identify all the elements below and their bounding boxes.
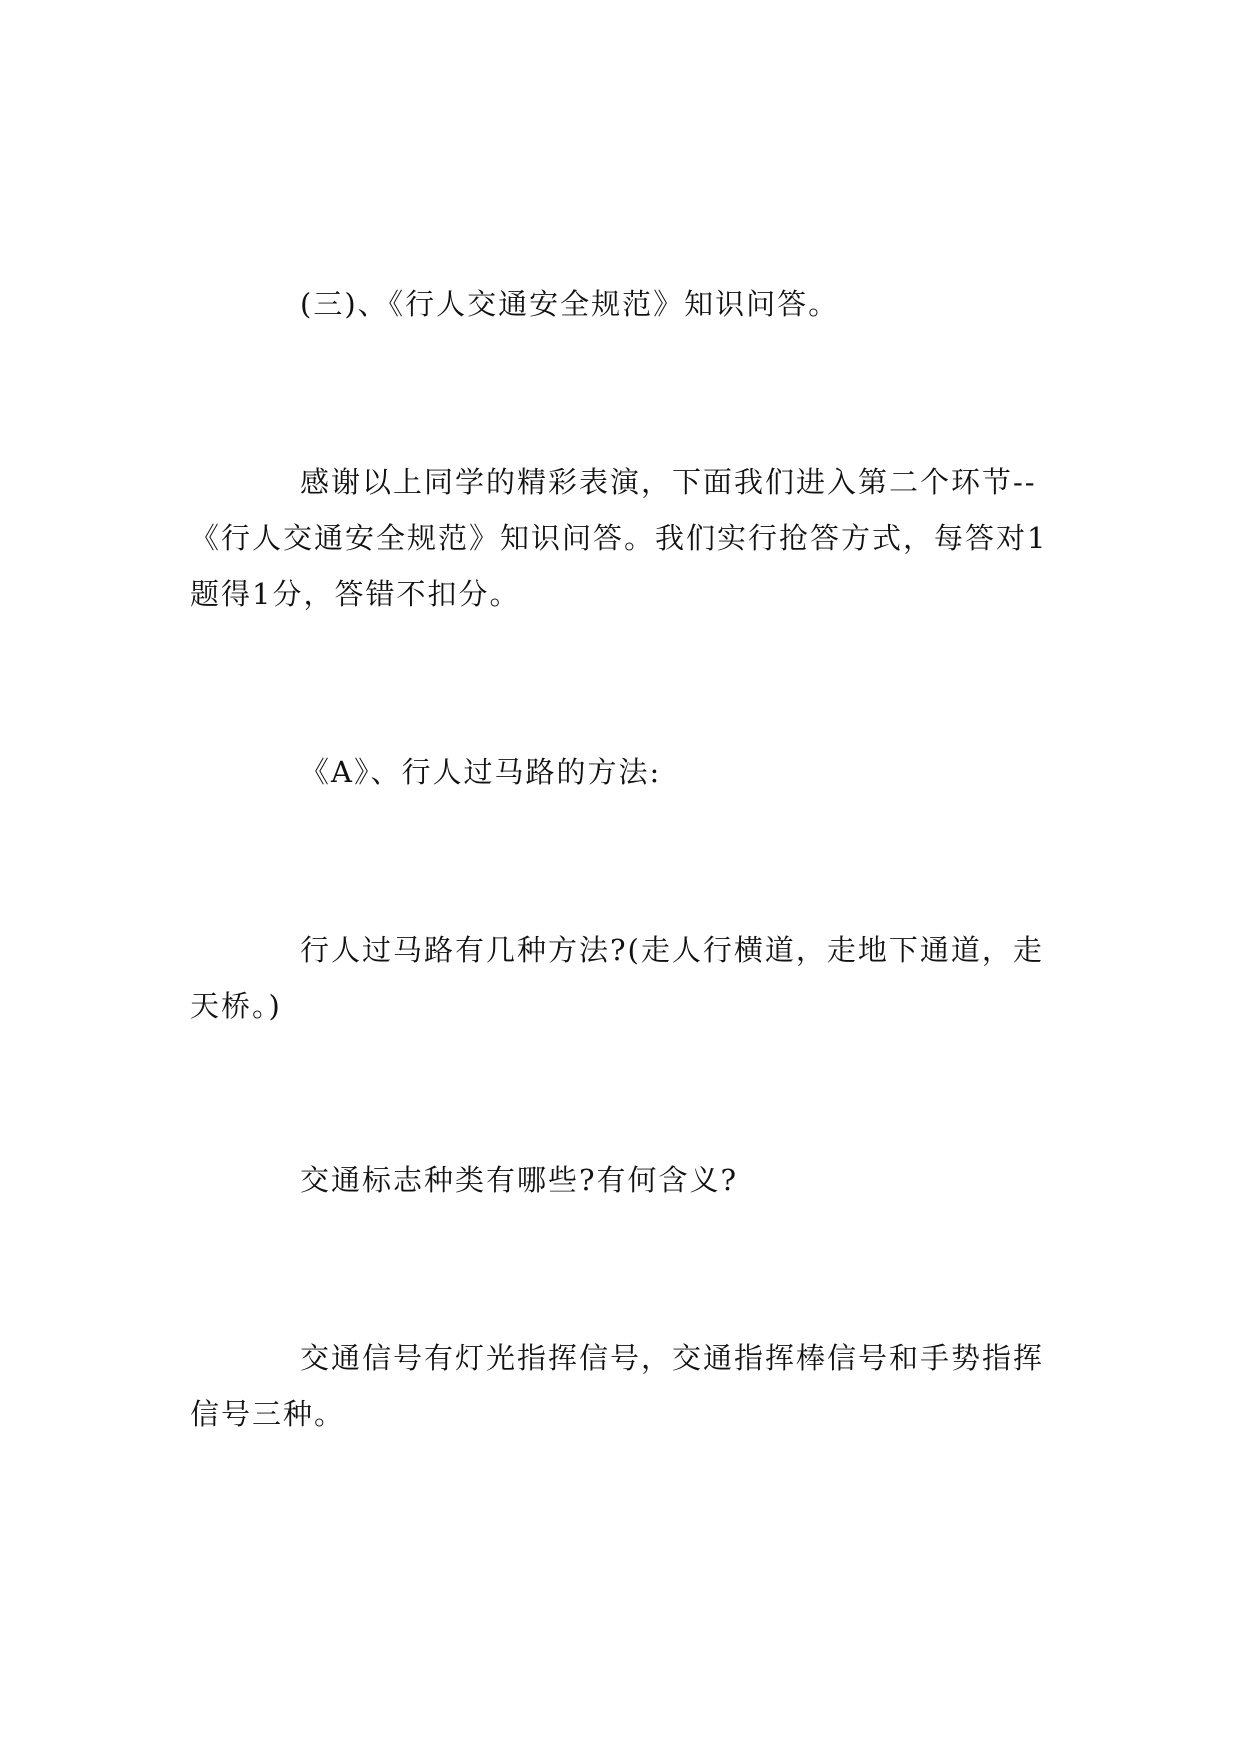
question-paragraph: 行人过马路有几种方法?(走人行横道，走地下通道，走天桥。) [190, 933, 1044, 1023]
answer-paragraph: 交通信号有灯光指挥信号，交通指挥棒信号和手势指挥信号三种。 [190, 1341, 1045, 1431]
section-heading: (三)、《行人交通安全规范》知识问答。 [300, 287, 840, 321]
subsection-heading: 《A》、行人过马路的方法: [300, 755, 662, 789]
intro-paragraph: 感谢以上同学的精彩表演，下面我们进入第二个环节--《行人交通安全规范》知识问答。我们实行抢答方式，每答对1题得1分，答错不扣分。 [190, 465, 1048, 611]
question-paragraph: 交通标志种类有哪些?有何含义? [300, 1163, 739, 1197]
